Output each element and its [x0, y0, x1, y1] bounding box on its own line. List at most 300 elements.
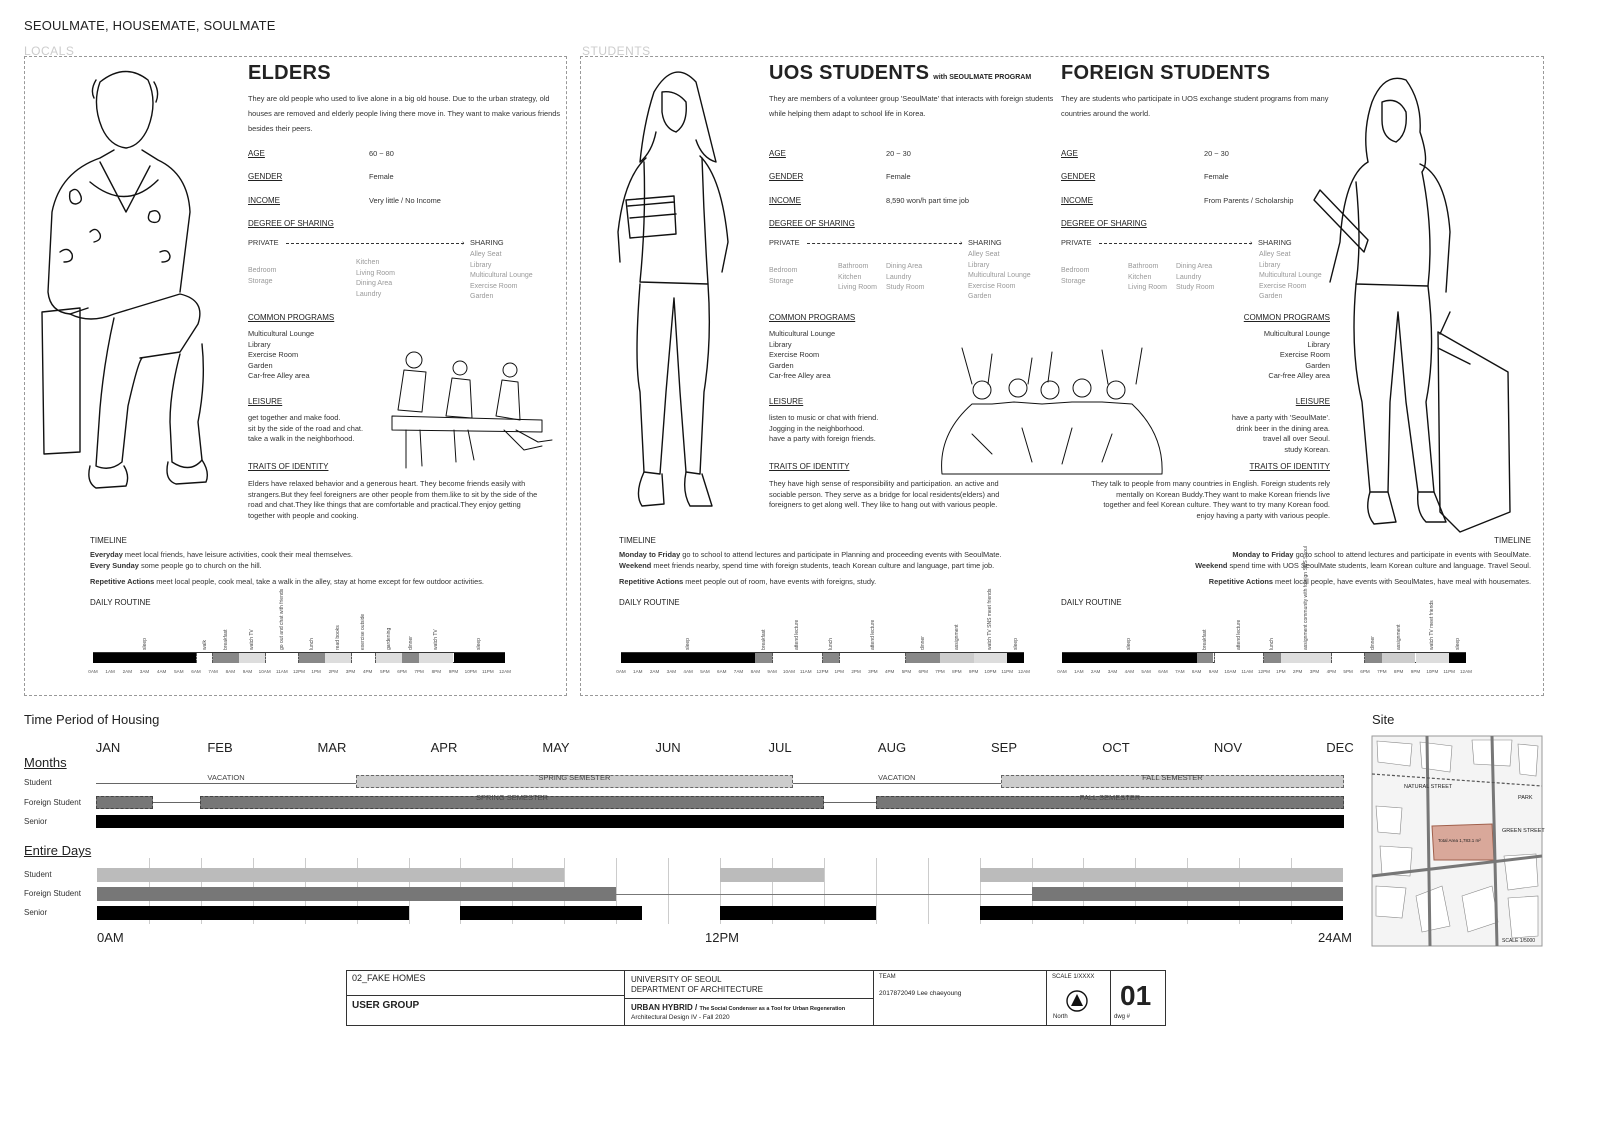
uos-hour-tick: 2PM — [851, 669, 861, 674]
foreign-common-item: Car-free Alley area — [1268, 371, 1330, 380]
foreign-timeline-text-1: go to school to attend lectures and participate in events with SeoulMate. — [1293, 550, 1531, 559]
foreign-hour-tick: 12AM — [1459, 669, 1473, 674]
senior-day-bar-3 — [720, 906, 876, 920]
foreign-routine-segment — [1264, 653, 1281, 663]
north-arrow-icon — [1066, 990, 1088, 1012]
foreign-routine-label: sleep — [1126, 638, 1133, 650]
elders-hour-tick: 1PM — [311, 669, 321, 674]
foreign-hour-tick: 11PM — [1443, 669, 1455, 674]
foreign-leisure-item: have a party with 'SeoulMate'. — [1231, 413, 1330, 422]
foreign-shared-space-item: Library — [1259, 261, 1281, 269]
tb-north: North — [1053, 1014, 1068, 1020]
month-feb: FEB — [207, 740, 233, 755]
elders-hour-tick: 4PM — [362, 669, 373, 674]
tb-team: 2017872049 Lee chaeyoung — [879, 990, 962, 997]
uos-hour-tick: 0AM — [616, 669, 626, 674]
elders-hour-tick: 6AM — [191, 669, 201, 674]
foreign-common-item: Garden — [1305, 360, 1330, 370]
foreign-traits-label: TRAITS OF IDENTITY — [1249, 462, 1330, 471]
elders-gender-label: GENDER — [248, 172, 283, 181]
elders-traits-label: TRAITS OF IDENTITY — [248, 462, 329, 471]
elders-shared-space-item: Exercise Room — [470, 282, 518, 290]
student-vacation-label: VACATION — [207, 773, 245, 782]
foreign-common-item: Library — [1307, 339, 1330, 349]
elders-timeline-line-1 — [90, 550, 550, 561]
elders-hour-tick: 2PM — [328, 669, 339, 674]
foreign-private-space-item: Bedroom — [1061, 267, 1090, 274]
foreign-leisure-item: travel all over Seoul. — [1263, 434, 1330, 443]
uos-timeline-text-1: go to school to attend lectures and participate in Planning and proceeding events with SeoulMate. — [680, 550, 1002, 559]
foreign-timeline-key-3: Repetitive Actions — [1208, 577, 1273, 586]
foreign-routine-label: breakfast — [1202, 629, 1209, 650]
elders-hour-tick: 7AM — [208, 669, 218, 674]
elders-shared-space-item: Garden — [470, 293, 494, 300]
elders-common-item: Exercise Room — [248, 350, 299, 359]
tb-course: Architectural Design IV - Fall 2020 — [631, 1014, 730, 1021]
elders-hour-tick: 7PM — [414, 669, 424, 674]
elders-traits-text: Elders have relaxed behavior and a generous heart. They become friends easily with strangers.But they feel foreigners are other people from them.like to sit by the side of the road and chat.They like things that are comfortable and practical.They enjoy getting together with people and cooking. — [248, 479, 538, 520]
uos-routine-segment — [772, 653, 822, 663]
days-row-label: Student — [24, 870, 52, 879]
uos-arrow-head-icon: › — [960, 238, 963, 247]
tb-dwg-number: 01 — [1120, 980, 1152, 1011]
site-natural-street: NATURAL STREET — [1404, 784, 1453, 790]
elders-gender-value: Female — [369, 172, 394, 181]
uos-semi-space-b-item: Dining Area — [886, 263, 923, 270]
uos-timeline-key-3: Repetitive Actions — [619, 577, 684, 586]
uos-student-figure-illustration — [604, 62, 744, 512]
uos-gender-label: GENDER — [769, 172, 804, 181]
elders-private-space-item: Storage — [248, 277, 273, 285]
housing-title: Time Period of Housing — [24, 712, 160, 727]
elders-timeline-text-1: meet local friends, have leisure activities, cook their meal themselves. — [122, 550, 353, 559]
tb-team-label: TEAM — [879, 974, 896, 980]
elders-hour-tick: 6PM — [397, 669, 407, 674]
elders-hour-tick: 9PM — [448, 669, 459, 674]
elders-hour-tick: 0AM — [88, 669, 98, 674]
uos-common-item: Garden — [769, 360, 794, 370]
foreign-hour-tick: 6AM — [1158, 669, 1168, 674]
student-spring-label: SPRING SEMESTER — [538, 773, 611, 782]
uos-hour-tick: 7AM — [733, 669, 744, 674]
foreign-arrow-head-icon: › — [1250, 238, 1253, 247]
foreign-routine-segment — [1365, 653, 1382, 663]
month-jul: JUL — [768, 740, 792, 755]
elders-routine-label: walk — [201, 639, 208, 650]
uos-degree-label: DEGREE OF SHARING — [769, 219, 855, 228]
student-vacation-line — [96, 783, 356, 784]
uos-routine-label: attend lecture — [869, 619, 876, 650]
foreign-routine-segment — [1197, 653, 1214, 663]
foreign-routine-segment — [1281, 653, 1332, 663]
foreign-hour-tick: 8AM — [1191, 669, 1202, 674]
months-title: Months — [24, 755, 67, 770]
months-row-label: Foreign Student — [24, 798, 81, 807]
elders-hour-tick: 4AM — [156, 669, 167, 674]
senior-year-bar — [96, 815, 1344, 828]
elders-routine-label: breakfast — [223, 629, 230, 650]
uos-hour-tick: 4PM — [884, 669, 895, 674]
month-may: MAY — [542, 740, 570, 755]
student-fall-label: FALL SEMESTER — [1142, 773, 1203, 782]
months-row-label: Senior — [24, 817, 48, 826]
foreign-hour-tick: 10AM — [1224, 669, 1237, 674]
month-mar: MAR — [317, 740, 347, 755]
foreign-hour-tick: 9AM — [1208, 669, 1219, 674]
uos-shared-space-item: Multicultural Lounge — [968, 272, 1031, 279]
elders-hour-tick: 5PM — [380, 669, 390, 674]
month-dec: DEC — [1326, 740, 1354, 755]
foreign-hour-tick: 4AM — [1124, 669, 1135, 674]
foreign-timeline-line-2 — [1061, 561, 1531, 572]
month-nov: NOV — [1213, 740, 1243, 755]
foreign-semi-space-b-item: Laundry — [1176, 273, 1202, 281]
foreign-hour-tick: 8PM — [1393, 669, 1404, 674]
elders-routine-segment — [376, 653, 402, 663]
student-day-bar-2 — [720, 868, 824, 882]
foreign-private-label: PRIVATE — [1061, 238, 1092, 247]
uos-private-space-item: Storage — [769, 277, 794, 285]
uos-routine-segment — [839, 653, 906, 663]
elders-common-item: Library — [248, 339, 271, 349]
foreign-jan-bar — [96, 796, 153, 809]
foreign-hour-tick: 3AM — [1107, 669, 1118, 674]
uos-description: They are members of a volunteer group 'SeoulMate' that interacts with foreign students while helping them adapt to school life in Korea. — [769, 94, 1054, 118]
uos-shared-space-item: Exercise Room — [968, 282, 1016, 290]
foreign-timeline-key-2: Weekend — [1195, 561, 1228, 570]
month-aug: AUG — [877, 740, 907, 755]
elders-sharing-arrow — [286, 243, 464, 244]
uos-leisure-item: listen to music or chat with friend. — [769, 413, 879, 422]
uos-hour-tick: 6PM — [918, 669, 928, 674]
elders-timeline-key-2: Every Sunday — [90, 561, 139, 570]
elders-routine-segment — [402, 653, 419, 663]
day-start-label: 0AM — [97, 930, 124, 945]
elders-semi-space-item: Living Room — [356, 269, 395, 277]
foreign-hour-tick: 5PM — [1343, 669, 1353, 674]
foreign-gender-label: GENDER — [1061, 172, 1096, 181]
uos-hour-tick: 9AM — [767, 669, 777, 674]
student-day-bar-3 — [980, 868, 1343, 882]
foreign-hour-tick: 5AM — [1141, 669, 1151, 674]
uos-routine-label: assignment — [953, 624, 960, 650]
foreign-shared-space-item: Alley Seat — [1259, 251, 1291, 258]
uos-semi-space-item: Kitchen — [838, 273, 862, 281]
elder-figure-illustration — [30, 62, 240, 502]
uos-routine-label: lunch — [827, 638, 834, 650]
uos-subtitle: with SEOULMATE PROGRAM — [933, 74, 1032, 81]
foreign-leisure-label: LEISURE — [1295, 397, 1330, 406]
foreign-timeline-label: TIMELINE — [1494, 536, 1531, 545]
tb-sheet: USER GROUP — [352, 1000, 420, 1011]
foreign-common-item: Multicultural Lounge — [1263, 329, 1330, 338]
board-title: SEOULMATE, HOUSEMATE, SOULMATE — [24, 18, 276, 33]
uos-routine-label: breakfast — [760, 629, 767, 650]
uos-hour-tick: 11PM — [1001, 669, 1014, 674]
foreign-timeline-text-2: spend time with UOS SeoulMate students, learn Korean culture and language. Travel Seoul. — [1227, 561, 1531, 570]
uos-hour-tick: 10AM — [782, 669, 795, 674]
foreign-leisure-item: drink beer in the dining area. — [1236, 423, 1330, 433]
uos-title: UOS STUDENTS — [769, 62, 930, 84]
elders-income-label: INCOME — [248, 196, 280, 205]
elders-leisure-item: sit by the side of the road and chat. — [248, 423, 364, 433]
uos-hour-tick: 4AM — [683, 669, 693, 674]
site-green-street: GREEN STREET — [1502, 828, 1545, 834]
foreign-shared-space-item: Multicultural Lounge — [1259, 272, 1322, 279]
month-sep: SEP — [990, 740, 1018, 755]
student-day-bar-1 — [97, 868, 564, 882]
uos-hour-tick: 3PM — [868, 669, 878, 674]
foreign-day-bar-1 — [97, 887, 616, 901]
foreign-timeline-line-1 — [1061, 550, 1531, 561]
site-scale: SCALE 1/5000 — [1502, 938, 1536, 944]
elders-timeline-text-3: meet local people, cook meal, take a walk in the alley, stay at home except for few outdoor activities. — [154, 577, 484, 586]
elders-hour-tick: 8AM — [225, 669, 236, 674]
foreign-routine-label: assignment — [1395, 624, 1402, 650]
uos-traits-label: TRAITS OF IDENTITY — [769, 462, 850, 471]
foreign-hour-tick: 7AM — [1175, 669, 1185, 674]
foreign-semi-space-item: Bathroom — [1128, 263, 1159, 270]
foreign-routine-label: dinner — [1370, 636, 1377, 650]
elders-routine-segment — [265, 653, 299, 663]
student-summer-vacation-label: VACATION — [878, 773, 916, 782]
foreign-routine-label: lunch — [1269, 638, 1276, 650]
uos-hour-tick: 11AM — [799, 669, 812, 674]
uos-routine-label: sleep — [1012, 638, 1019, 650]
foreign-gap-line-2 — [824, 802, 876, 803]
student-summer-vacation-line — [793, 783, 1001, 784]
foreign-private-space-item: Storage — [1061, 277, 1086, 285]
elders-routine-label: watch TV — [433, 629, 440, 650]
tb-dept: DEPARTMENT OF ARCHITECTURE — [631, 985, 764, 994]
elders-private-space-item: Bedroom — [248, 267, 277, 274]
elders-common-item: Multicultural Lounge — [248, 329, 315, 338]
uos-semi-space-b-item: Study Room — [886, 284, 925, 291]
month-apr: APR — [430, 740, 458, 755]
uos-hour-tick: 1PM — [834, 669, 845, 674]
elders-description: They are old people who used to live alone in a big old house. Due to the urban strategy, old houses are removed and elderly people living there move in. They want to make various friends besides their peers. — [248, 94, 561, 133]
foreign-gender-value: Female — [1204, 172, 1229, 181]
uos-sharing-label: SHARING — [968, 238, 1002, 247]
elders-hour-tick: 9AM — [242, 669, 253, 674]
uos-timeline-key-2: Weekend — [619, 561, 652, 570]
day-grid-line — [928, 858, 929, 924]
days-row-label: Foreign Student — [24, 889, 81, 898]
elders-timeline-line-3 — [90, 577, 550, 588]
elders-timeline-key-3: Repetitive Actions — [90, 577, 155, 586]
uos-leisure-item: have a party with foreign friends. — [769, 434, 876, 443]
uos-routine-label: attend lecture — [794, 619, 801, 650]
elders-routine-label: go out and chat with friends — [278, 588, 285, 650]
uos-shared-space-item: Library — [968, 261, 990, 269]
elders-age-value: 60 ~ 80 — [369, 149, 394, 158]
elders-routine-segment — [419, 653, 453, 663]
elders-semi-space-item: Dining Area — [356, 280, 393, 287]
uos-routine-label: sleep — [685, 638, 692, 650]
elders-age-label: AGE — [248, 149, 265, 158]
uos-common-item: Multicultural Lounge — [769, 329, 836, 338]
foreign-routine-label: watch TV meet friends — [1429, 600, 1436, 650]
day-grid-line — [668, 858, 669, 924]
uos-traits-text: They have high sense of responsibility and participation. an active and sociable person. They serve as a bridge for local residents(elders) and foreigners to get along well. They like to hang out with various people. — [769, 479, 1000, 509]
uos-timeline-text-3: meet people out of room, have events with foreigns, study. — [683, 577, 877, 586]
foreign-sharing-label: SHARING — [1258, 238, 1292, 247]
uos-hour-tick: 1AM — [633, 669, 643, 674]
elders-routine-label: dinner — [407, 636, 414, 650]
foreign-fall-label: FALL SEMESTER — [1079, 793, 1141, 802]
foreign-hour-tick: 12PM — [1257, 669, 1271, 674]
foreign-spring-label: SPRING SEMESTER — [475, 793, 549, 802]
uos-routine-label: dinner — [920, 636, 927, 650]
uos-semi-space-item: Bathroom — [838, 263, 869, 270]
foreign-routine-label: sleep — [1454, 638, 1461, 650]
uos-hour-tick: 6AM — [717, 669, 727, 674]
elders-routine-segment — [93, 653, 196, 663]
elders-timeline-key-1: Everyday — [90, 550, 123, 559]
uos-private-label: PRIVATE — [769, 238, 800, 247]
elders-section — [248, 62, 566, 136]
elders-degree-label: DEGREE OF SHARING — [248, 219, 334, 228]
months-row-label: Student — [24, 778, 52, 787]
foreign-description: They are students who participate in UOS exchange student programs from many countries around the world. — [1061, 94, 1329, 118]
uos-routine-segment — [906, 653, 940, 663]
uos-semi-space-b-item: Laundry — [886, 273, 912, 281]
uos-daily-routine-label: DAILY ROUTINE — [619, 598, 680, 607]
elders-shared-space-item: Multicultural Lounge — [470, 272, 533, 279]
foreign-leisure-item: study Korean. — [1284, 444, 1330, 454]
elders-leisure-label: LEISURE — [248, 397, 283, 406]
uos-routine-segment — [940, 653, 974, 663]
elders-hour-tick: 11AM — [275, 669, 288, 674]
foreign-timeline-key-1: Monday to Friday — [1232, 550, 1294, 559]
elders-semi-space-item: Kitchen — [356, 259, 380, 266]
foreign-hour-tick: 1AM — [1074, 669, 1084, 674]
elders-routine-segment — [196, 653, 213, 663]
elders-timeline-line-2 — [90, 561, 550, 572]
foreign-gap-line — [153, 802, 200, 803]
days-row-label: Senior — [24, 908, 48, 917]
uos-hour-tick: 7PM — [935, 669, 945, 674]
foreign-timeline-text-3: meet local people, have events with SeoulMates, have meal with housemates. — [1273, 577, 1531, 586]
elders-leisure-item: get together and make food. — [248, 413, 341, 422]
foreign-semi-space-b-item: Dining Area — [1176, 263, 1213, 270]
tb-project: 02_FAKE HOMES — [352, 973, 426, 983]
foreign-hour-tick: 4PM — [1326, 669, 1337, 674]
uos-gender-value: Female — [886, 172, 911, 181]
uos-shared-space-item: Garden — [968, 293, 992, 300]
uos-age-value: 20 ~ 30 — [886, 149, 911, 158]
foreign-hour-tick: 7PM — [1377, 669, 1387, 674]
elders-leisure-item: take a walk in the neighborhood. — [248, 434, 355, 443]
elders-hour-tick: 3AM — [139, 669, 150, 674]
uos-hour-tick: 9PM — [968, 669, 979, 674]
foreign-hour-tick: 11AM — [1241, 669, 1253, 674]
uos-hour-tick: 2AM — [649, 669, 660, 674]
foreign-hour-tick: 6PM — [1360, 669, 1370, 674]
elders-hour-tick: 8PM — [431, 669, 442, 674]
uos-timeline-label: TIMELINE — [619, 536, 656, 545]
elders-routine-label: lunch — [308, 638, 315, 650]
days-title: Entire Days — [24, 843, 92, 858]
senior-day-bar-4 — [980, 906, 1343, 920]
foreign-semi-space-b-item: Study Room — [1176, 284, 1215, 291]
foreign-hour-tick: 10PM — [1426, 669, 1439, 674]
uos-timeline-key-1: Monday to Friday — [619, 550, 681, 559]
uos-routine-segment — [755, 653, 772, 663]
elders-routine-segment — [351, 653, 377, 663]
tb-scale: SCALE 1/XXXX — [1052, 974, 1095, 980]
uos-hour-tick: 10PM — [984, 669, 997, 674]
uos-leisure-item: Jogging in the neighborhood. — [769, 423, 865, 433]
foreign-semi-space-item: Kitchen — [1128, 273, 1152, 281]
elders-routine-label: read books — [334, 625, 341, 650]
foreign-common-label: COMMON PROGRAMS — [1243, 313, 1330, 322]
elders-shared-space-item: Library — [470, 261, 492, 269]
elders-hour-tick: 2AM — [122, 669, 133, 674]
elders-hour-tick: 10AM — [258, 669, 271, 674]
foreign-degree-label: DEGREE OF SHARING — [1061, 219, 1147, 228]
uos-hour-tick: 5PM — [901, 669, 912, 674]
elders-timeline-text-2: some people go to church on the hill. — [138, 561, 262, 570]
elders-hour-tick: 10PM — [464, 669, 477, 674]
foreign-sharing-arrow — [1099, 243, 1252, 244]
tb-dwg-label: dwg # — [1114, 1014, 1131, 1020]
foreign-age-label: AGE — [1061, 149, 1078, 158]
uos-hour-tick: 12AM — [1017, 669, 1031, 674]
elders-hour-tick: 12PM — [292, 669, 306, 674]
foreign-routine-segment — [1062, 653, 1197, 663]
day-end-label: 24AM — [1318, 930, 1352, 945]
elders-common-label: COMMON PROGRAMS — [248, 313, 335, 322]
elders-routine-segment — [299, 653, 325, 663]
elders-routine-label: watch TV — [248, 629, 255, 650]
uos-section — [769, 62, 1059, 121]
foreign-traits-text: They talk to people from many countries in English. Foreign students rely mentally on Korean Buddy.They want to make Korean friends live together and feel Korean culture. They want to try many Korean food. enjoy having a party with various people. — [1091, 479, 1330, 520]
foreign-routine-label: attend lecture — [1235, 619, 1242, 650]
elders-title: ELDERS — [248, 62, 331, 84]
uos-income-value: 8,590 won/h part time job — [886, 196, 969, 205]
tb-univ: UNIVERSITY OF SEOUL — [631, 975, 722, 984]
elders-common-item: Car-free Alley area — [248, 371, 310, 380]
uos-common-item: Car-free Alley area — [769, 371, 831, 380]
tb-studio-sub: The Social Condenser as a Tool for Urban Regeneration — [699, 1006, 846, 1012]
foreign-title: FOREIGN STUDENTS — [1061, 62, 1271, 84]
uos-age-label: AGE — [769, 149, 786, 158]
elders-routine-label: sleep — [141, 638, 148, 650]
elders-shared-space-item: Alley Seat — [470, 251, 502, 258]
foreign-section — [1061, 62, 1331, 121]
elders-hour-tick: 3PM — [345, 669, 356, 674]
elders-timeline-label: TIMELINE — [90, 536, 127, 545]
site-area: Total Area 1,783.1 m² — [1438, 838, 1481, 843]
foreign-hour-tick: 3PM — [1309, 669, 1320, 674]
foreign-hour-tick: 2AM — [1090, 669, 1101, 674]
foreign-timeline-line-3 — [1061, 577, 1531, 588]
site-park: PARK — [1518, 795, 1533, 801]
foreign-routine-segment — [1214, 653, 1265, 663]
tb-studio: URBAN HYBRID / — [631, 1003, 698, 1012]
uos-common-item: Exercise Room — [769, 350, 820, 359]
uos-timeline-text-2: meet friends nearby, spend time with foreign students, teach Korean culture and language, part time job. — [651, 561, 995, 570]
uos-routine-segment — [1007, 653, 1024, 663]
foreign-common-item: Exercise Room — [1279, 350, 1330, 359]
month-jan: JAN — [95, 740, 121, 755]
foreign-age-value: 20 ~ 30 — [1204, 149, 1229, 158]
elders-daily-routine-label: DAILY ROUTINE — [90, 598, 151, 607]
uos-common-label: COMMON PROGRAMS — [769, 313, 856, 322]
elders-income-value: Very little / No Income — [369, 196, 441, 205]
foreign-student-figure-illustration — [1310, 72, 1520, 532]
